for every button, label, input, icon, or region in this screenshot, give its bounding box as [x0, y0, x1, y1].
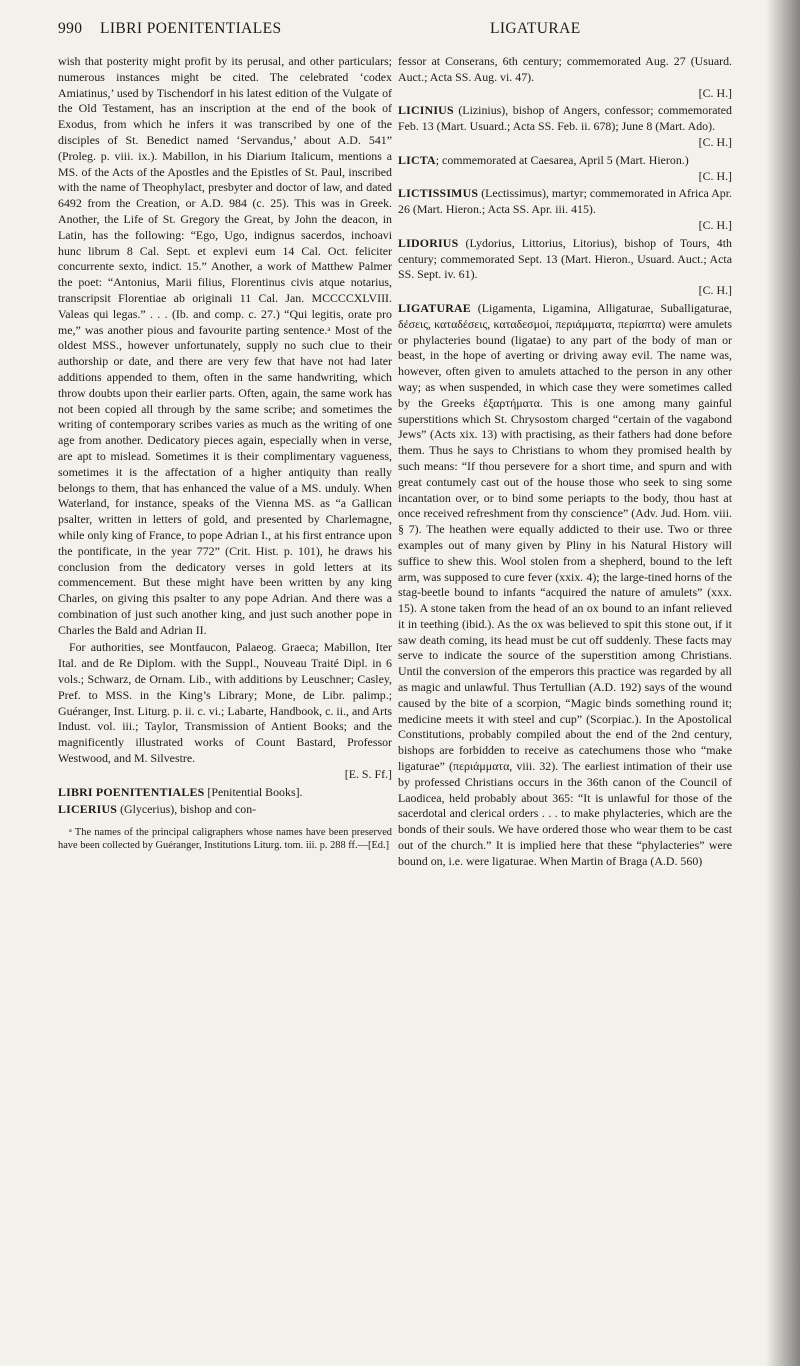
entry-licerius-continued [398, 54, 732, 101]
authorities-text: For authorities, see Montfaucon, Palaeog. Graeca; Mabillon, Iter Ital. and de Re Diplom. with the Suppl., Nouveau Traité Dipl. in 6 vols.; Schwarz, de Ornam. Lib., with additions by Leuschner; Casley, Pref. to MSS. in the King’s Library; Mone, de Libr. palimp.; Guéranger, Inst. Liturg. p. ii. c. vi.; Labarte, Handbook, c. ii., and Arts Indust. vol. iii.; Taylor, Transmission of Antient Books; and the magnificently illustrated works of Count Bastard, Professor Westwood, and M. Silvestre. [58, 640, 392, 766]
author-signature: [C. H.] [698, 217, 732, 232]
entry-text: (Glycerius), bishop and con- [120, 802, 257, 817]
entry-text: fessor at Conserans, 6th century; commemorated Aug. 27 (Usuard. Auct.; Acta SS. Aug. vi. 47). [398, 54, 732, 84]
headword: LICTISSIMUS [398, 186, 479, 201]
entry-text: (Lydorius, Littorius, Litorius), bishop of Tours, 4th century; commemorated Sept. 13 (Mart. Hieron., Usuard. Auct.; Acta SS. Sept. iv. 61). [398, 235, 732, 282]
running-header [58, 20, 738, 48]
author-signature: [C. H.] [698, 283, 732, 298]
entry-text: ; commemorated at Caesarea, April 5 (Mart. Hieron.) [435, 152, 689, 167]
author-signature: [C. H.] [698, 85, 732, 100]
entry-text: [Penitential Books]. [207, 784, 303, 799]
author-signature: [C. H.] [698, 134, 732, 149]
footnote: ᵃ The names of the principal caligraphers whose names have been preserved have been collected by Guéranger, Institutions Liturg. tom. iii. p. 288 ff.—[Ed.] [58, 827, 392, 852]
entry-text: (Ligamenta, Ligamina, Alligaturae, Suballigaturae, δέσεις, καταδέσεις, καταδεσμοί, περιάμματα, περίαπτα) were amulets or phylacteries bound (ligatae) to any part of the body of man or beast, in the hope of averting or driving away evil. The name was, however, often given to amulets attached to the person in any other way; as when suspended, in which case they were sometimes called by the Greeks ἐξαρτήματα. This is one among many gainful superstitions which St. Chrysostom charged “certain of the vagabond Jews” (Acts xix. 13) with practising, as their fathers had done before them. Thus he says to Christians to whom they promised health by such means: “If thou persevere for a short time, and spurn and with great contumely cast out of the house those who seek to sing some incantation over, or to bind some periapts to the body, thou hast at once received refreshment from thy conscience” (Adv. Jud. Hom. viii. § 7). The heathen were equally addicted to their use. Two or three examples out of many given by Pliny in his Natural History will suffice to shew this. Wool stolen from a shepherd, bound to the left arm, was supposed to cure fever (xxix. 4); the large-tined horns of the stag-beetle bound to infants “acquired the nature of amulets” (xxx. 15). A stone taken from the head of an ox bound to an infant relieved it in teething (ibid.). As the ox was believed to spit this stone out, if it saw death coming, its head must be cut off suddenly. These facts may serve to indicate the source of the superstition among Christians. Until the conversion of the emperors this practice was regarded by all as magic and unlawful. Thus Tertullian (A.D. 192) says of the wound caused by the bite of a scorpion, “Magic binds something round it; medicine meets it with steel and cup” (Scorpiac.). In the Apostolical Constitutions, probably compiled about the end of the 2nd century, bishops are forbidden to receive as catechumens those who “make ligaturae” (περιάμματα, viii. 32). The earliest intimation of their use by professed Christians occurs in the 36th canon of the Council of Laodicea, held probably about 365: “It is unlawful for those of the sacerdotal and clerical orders . . . to make phylacteries, which are the bonds of their souls. We have ordered those who wear them to be cast out of the church.” It is implied here that these “phylacteries” were bound on, i.e. were ligaturae. When Martin of Braga (A.D. 560) [398, 300, 732, 868]
author-signature: [E. S. Ff.] [344, 766, 392, 781]
running-title-left: LIBRI POENITENTIALES [100, 20, 282, 37]
entry-lictissimus [398, 186, 732, 233]
page-spine-shadow [766, 0, 800, 1366]
entry-text: (Lizinius), bishop of Angers, confessor; commemorated Feb. 13 (Mart. Usuard.; Acta SS. Feb. ii. 678); June 8 (Mart. Ado). [398, 103, 732, 134]
entry-lidorius [398, 236, 732, 299]
paragraph-authorities [58, 640, 392, 782]
page-number: 990 [58, 20, 83, 37]
paragraph-colophons: wish that posterity might profit by its perusal, and other particulars; numerous instances might be cited. The celebrated ‘codex Amiatinus,’ used by Tischendorf in his latest edition of the Vulgate of the Old Testament, has an inscription at the end of the book of Exodus, from which he infers it was transcribed by one of the disciples of St. Benedict named ‘Servandus,’ about A.D. 541” (Proleg. p. viii. ix.). Mabillon, in his Diarium Italicum, mentions a MS. of the Acts of the Apostles and the Epistles of St. Paul, inscribed with the name of Theophylact, presbyter and doctor of law, and dated 6492 from the Creation, or A.D. 984 (c. 25). This was in Greek. Another, the Life of St. Gregory the Great, by John the deacon, in Latin, has the following: “Ego, Ugo, indignus sacerdos, inchoavi hunc librum 8 Cal. Sept. et explevi eum 14 Cal. Oct. feliciter concurrente sexto, indict. 15.” Another, a work of Matthew Palmer the poet: “Antonius, Marii filius, Florentinus civis atque notarius, transcripsit Florentiae ab originali 11 Cal. Jan. MCCCCXLVIII. Valeas qui legas.” . . . (Ib. and comp. c. 27.) “Qui legitis, orate pro me,” was another pious and favourite parting sentence.ᵃ Most of the oldest MSS., however unfortunately, supply no such clue to their authorship or date, and there are very few that have not had later additions appended to them, often in the same handwriting, which throw doubts upon their earlier parts. Often, again, the same work has not been copied all through by the same scribe; and sometimes the writing of contemporary scribes varies as much as the writing of one age from another. Dedicatory pieces again, especially when in verse, are apt to mislead. Sometimes it is their complimentary vagueness, sometimes it is the affectation of a higher antiquity than really belongs to them, that has enhanced the value of a MS. unduly. When Waterland, for instance, speaks of the Vienna MS. as “a Gallican psalter, written in letters of gold, and presented by Charlemagne, while only king of France, to pope Adrian I., at his first entrance upon the pontificate, in the year 772” (Crit. Hist. p. 101), he draws his conclusion from the dedicatory verses in gold letters at its commencement. But these might have been written by any king Charles, on giving this psalter to any pope Adrian. And there was a combination of just such another king, and just such another pope in Charles the Bald and Adrian II. [58, 54, 392, 637]
entry-ligaturae [398, 301, 732, 870]
headword: LIBRI POENITENTIALES [58, 784, 205, 799]
headword: LICTA [398, 152, 436, 167]
author-signature: [C. H.] [698, 168, 732, 183]
entry-licinius [398, 103, 732, 150]
entry-licta [398, 153, 732, 185]
running-title-right: LIGATURAE [490, 20, 581, 37]
entry-licerius [58, 802, 392, 818]
entry-text: (Lectissimus), martyr; commemorated in Africa Apr. 26 (Mart. Hieron.; Acta SS. Apr. iii. 415). [398, 186, 732, 217]
headword: LICINIUS [398, 103, 454, 118]
headword: LICERIUS [58, 802, 118, 817]
headword: LIDORIUS [398, 235, 459, 250]
right-column [398, 54, 732, 872]
left-column [58, 54, 392, 853]
entry-libri-poenitentiales [58, 785, 392, 801]
headword: LIGATURAE [398, 300, 471, 315]
